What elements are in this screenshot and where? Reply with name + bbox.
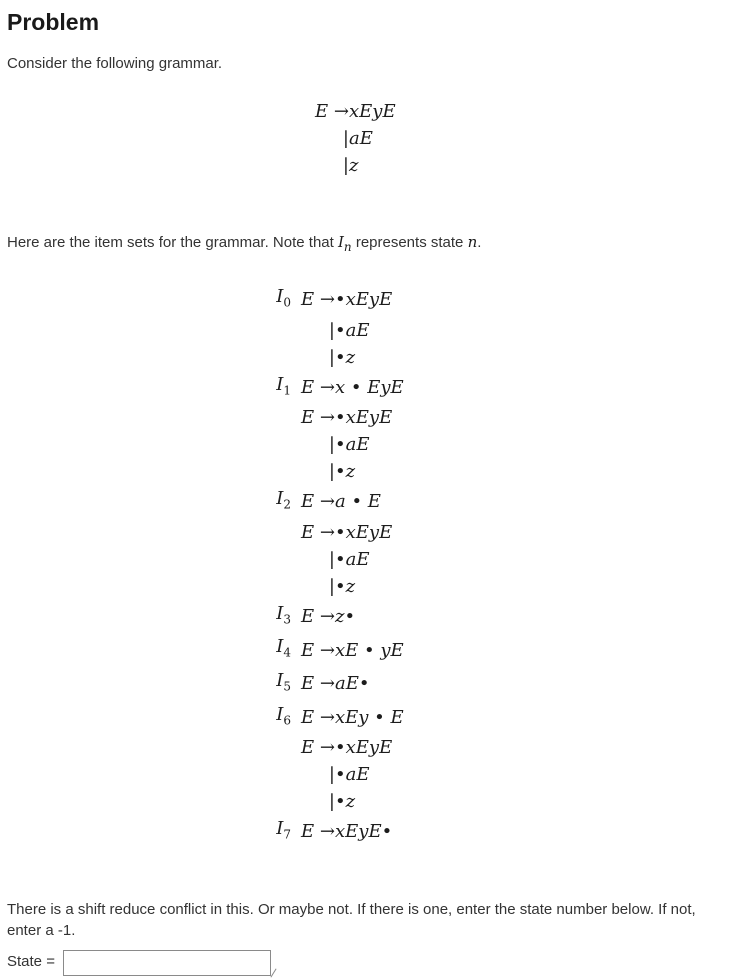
item-rhs: •aE	[335, 319, 370, 341]
state-symbol: I	[276, 636, 284, 658]
grammar-table	[305, 98, 396, 179]
item-rhs: •z	[335, 346, 356, 368]
state-label-cell	[257, 734, 291, 761]
state-index: 2	[283, 497, 291, 512]
item-rhs: •z	[335, 575, 356, 597]
note-text: represents state	[351, 234, 468, 251]
item-row	[257, 371, 404, 405]
item-rhs: •aE	[335, 764, 370, 786]
item-row	[257, 546, 404, 573]
state-input[interactable]	[63, 950, 271, 976]
state-index: 7	[283, 827, 291, 842]
item-row	[257, 701, 404, 735]
item-lhs: E →	[301, 376, 335, 398]
production-rhs: z	[349, 155, 359, 176]
item-row	[257, 283, 404, 317]
state-answer-row	[7, 950, 723, 978]
state-symbol: I	[276, 488, 284, 510]
state-symbol: I	[276, 286, 284, 307]
state-label-cell	[257, 573, 291, 600]
grammar-row	[305, 125, 396, 152]
state-label-cell	[257, 600, 291, 634]
production-lhs: E →	[315, 101, 349, 122]
item-row	[257, 344, 404, 371]
note-var-n: n	[467, 233, 478, 251]
item-row	[257, 761, 404, 788]
item-row	[257, 485, 404, 519]
item-lhs: E →	[301, 491, 335, 513]
item-lhs: |	[328, 461, 335, 483]
state-label-cell	[257, 701, 291, 735]
state-label: State =	[7, 952, 55, 970]
item-rhs: a • E	[335, 491, 381, 513]
state-index: 4	[283, 645, 291, 660]
production-rhs: aE	[349, 128, 373, 149]
item-rhs: x • EyE	[335, 376, 404, 398]
item-rhs: z•	[335, 606, 356, 628]
state-label-cell	[257, 815, 291, 849]
item-lhs: E →	[301, 821, 335, 843]
item-rhs: xEyE•	[335, 821, 393, 843]
state-index: 6	[283, 713, 291, 728]
item-rhs: •aE	[335, 434, 370, 456]
item-rhs: •z	[335, 461, 356, 483]
state-index: 0	[283, 295, 291, 310]
item-row	[257, 458, 404, 485]
item-lhs: |	[328, 434, 335, 456]
item-lhs: |	[328, 319, 335, 341]
item-rhs: •xEyE	[335, 737, 393, 759]
item-lhs: E →	[301, 521, 335, 543]
item-rhs: •aE	[335, 548, 370, 570]
item-row	[257, 519, 404, 546]
item-row	[257, 788, 404, 815]
note-var-I: I	[337, 233, 344, 251]
item-rhs: xEy • E	[335, 706, 404, 728]
grammar-row	[305, 152, 396, 179]
item-row	[257, 734, 404, 761]
item-rhs: •xEyE	[335, 521, 393, 543]
state-label-cell	[257, 458, 291, 485]
item-lhs: E →	[301, 606, 335, 628]
item-lhs: |	[328, 548, 335, 570]
state-label-cell	[257, 519, 291, 546]
item-lhs: E →	[301, 289, 335, 311]
state-symbol: I	[276, 703, 284, 725]
state-label-cell	[257, 788, 291, 815]
state-label-cell	[257, 633, 291, 667]
state-label-cell	[257, 344, 291, 371]
item-rhs: aE•	[335, 673, 370, 695]
production-lhs: |	[342, 155, 349, 176]
state-index: 5	[283, 679, 291, 694]
production-rhs: xEyE	[349, 101, 396, 122]
item-row	[257, 815, 404, 849]
state-label-cell	[257, 371, 291, 405]
state-index: 3	[283, 612, 291, 627]
state-label-cell	[257, 431, 291, 458]
state-symbol: I	[276, 602, 284, 624]
state-symbol: I	[276, 669, 284, 691]
item-row	[257, 667, 404, 701]
item-lhs: |	[328, 346, 335, 368]
item-rhs: •xEyE	[335, 407, 393, 429]
item-row	[257, 317, 404, 344]
itemsets-table	[257, 283, 404, 849]
item-lhs: |	[328, 575, 335, 597]
state-index: 1	[283, 383, 291, 398]
item-rhs: •xEyE	[335, 289, 393, 311]
state-label-cell	[257, 404, 291, 431]
state-label-cell	[257, 485, 291, 519]
note-text: Here are the item sets for the grammar. Note that	[7, 234, 338, 251]
intro-text: Consider the following grammar.	[7, 55, 223, 72]
item-lhs: |	[328, 791, 335, 813]
state-label-cell	[257, 761, 291, 788]
item-rhs: •z	[335, 791, 356, 813]
item-row	[257, 633, 404, 667]
note-sub-n: n	[343, 240, 352, 254]
item-rhs: xE • yE	[335, 639, 404, 661]
grammar-row	[305, 98, 396, 125]
item-lhs: E →	[301, 706, 335, 728]
note-text: .	[477, 234, 482, 251]
state-label-cell	[257, 667, 291, 701]
itemsets-note	[7, 232, 723, 258]
state-label-cell	[257, 283, 291, 317]
item-lhs: E →	[301, 639, 335, 661]
state-label-cell	[257, 317, 291, 344]
item-row	[257, 431, 404, 458]
page-title: Problem	[7, 9, 100, 35]
item-row	[257, 404, 404, 431]
state-symbol: I	[276, 373, 284, 395]
item-lhs: E →	[301, 673, 335, 695]
state-label-cell	[257, 546, 291, 573]
item-lhs: E →	[301, 737, 335, 759]
item-lhs: E →	[301, 407, 335, 429]
item-lhs: |	[328, 764, 335, 786]
item-row	[257, 600, 404, 634]
question-text: There is a shift reduce conflict in this. Or maybe not. If there is one, enter the state number below. If not, enter a -1.	[7, 900, 696, 939]
item-row	[257, 573, 404, 600]
production-lhs: |	[342, 128, 349, 149]
state-symbol: I	[276, 818, 284, 840]
resize-grip-icon	[270, 968, 276, 977]
